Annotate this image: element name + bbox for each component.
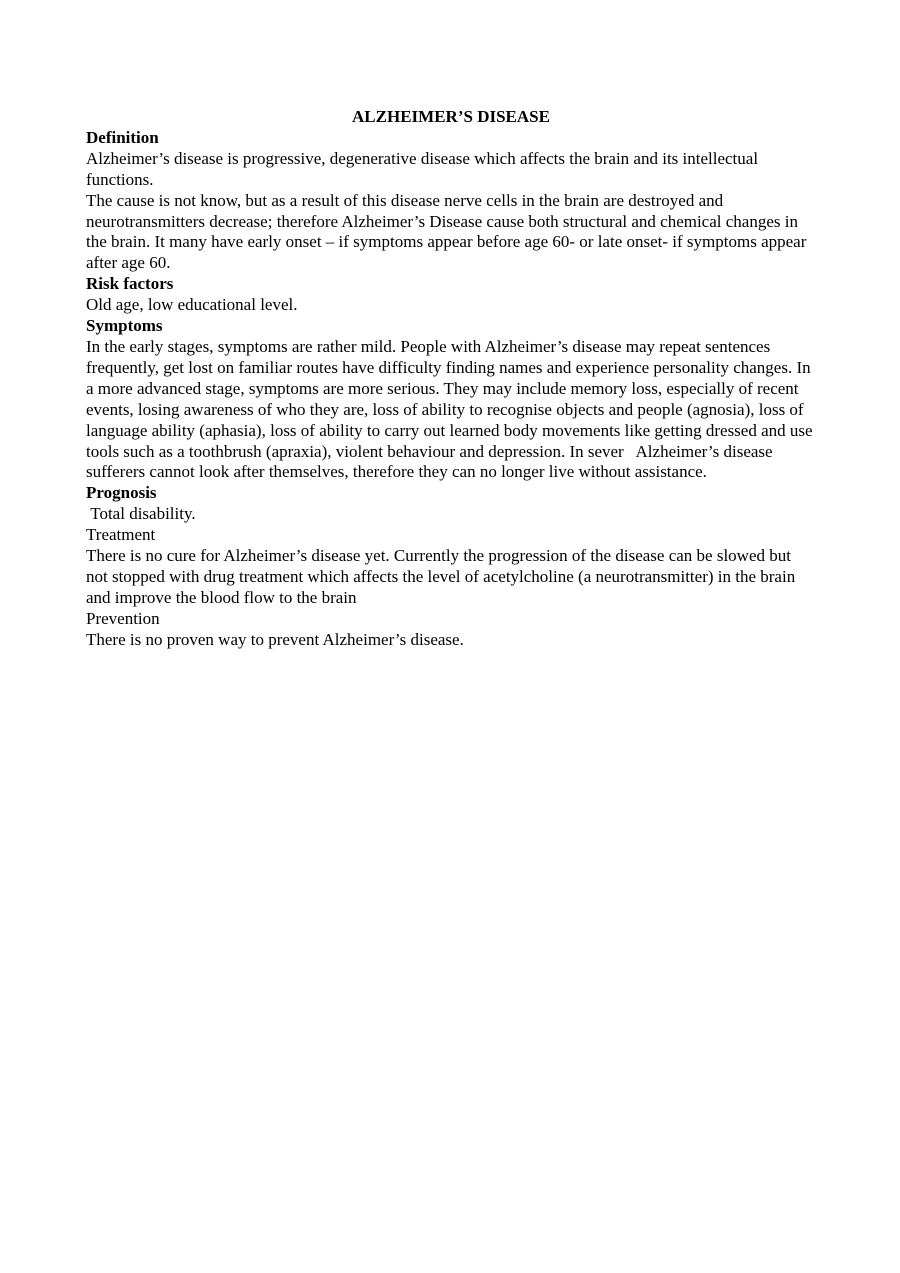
document-title: ALZHEIMER’S DISEASE bbox=[352, 107, 550, 126]
prognosis-heading: Prognosis bbox=[86, 483, 157, 503]
risk-factors-text: Old age, low educational level. bbox=[86, 295, 298, 315]
prevention-text: There is no proven way to prevent Alzheimer’s disease. bbox=[86, 629, 464, 649]
document-page bbox=[86, 107, 816, 651]
symptoms-text: In the early stages, symptoms are rather mild. People with Alzheimer’s disease may repeat sentences frequently, get lost on familiar routes have difficulty finding names and experience personality changes. In a more advanced stage, symptoms are more serious. They may include memory loss, especially of recent events, losing awareness of who they are, loss of ability to recognise objects and people (agnosia), loss of language ability (aphasia), loss of ability to carry out learned body movements like getting dressed and use tools such as a toothbrush (apraxia), violent behaviour and depression. In sever Alzheimer’s disease sufferers cannot look after themselves, therefore they can no longer live without assistance. bbox=[86, 336, 817, 482]
prevention-heading: Prevention bbox=[86, 608, 160, 628]
prognosis-text: Total disability. bbox=[86, 504, 196, 524]
definition-heading: Definition bbox=[86, 127, 159, 147]
risk-factors-heading: Risk factors bbox=[86, 274, 174, 294]
symptoms-heading: Symptoms bbox=[86, 316, 163, 336]
treatment-text: There is no cure for Alzheimer’s disease yet. Currently the progression of the disease can be slowed but not stopped with drug treatment which affects the level of acetylcholine (a neurotransmitter) in the brain and improve the blood flow to the brain bbox=[86, 546, 800, 607]
treatment-heading: Treatment bbox=[86, 525, 156, 545]
definition-paragraph-1: Alzheimer’s disease is progressive, degenerative disease which affects the brain and its intellectual functions. bbox=[86, 148, 763, 189]
definition-paragraph-2: The cause is not know, but as a result of this disease nerve cells in the brain are destroyed and neurotransmitters decrease; therefore Alzheimer’s Disease cause both structural and chemical changes in the brain. It many have early onset – if symptoms appear before age 60- or late onset- if symptoms appear after age 60. bbox=[86, 190, 811, 273]
